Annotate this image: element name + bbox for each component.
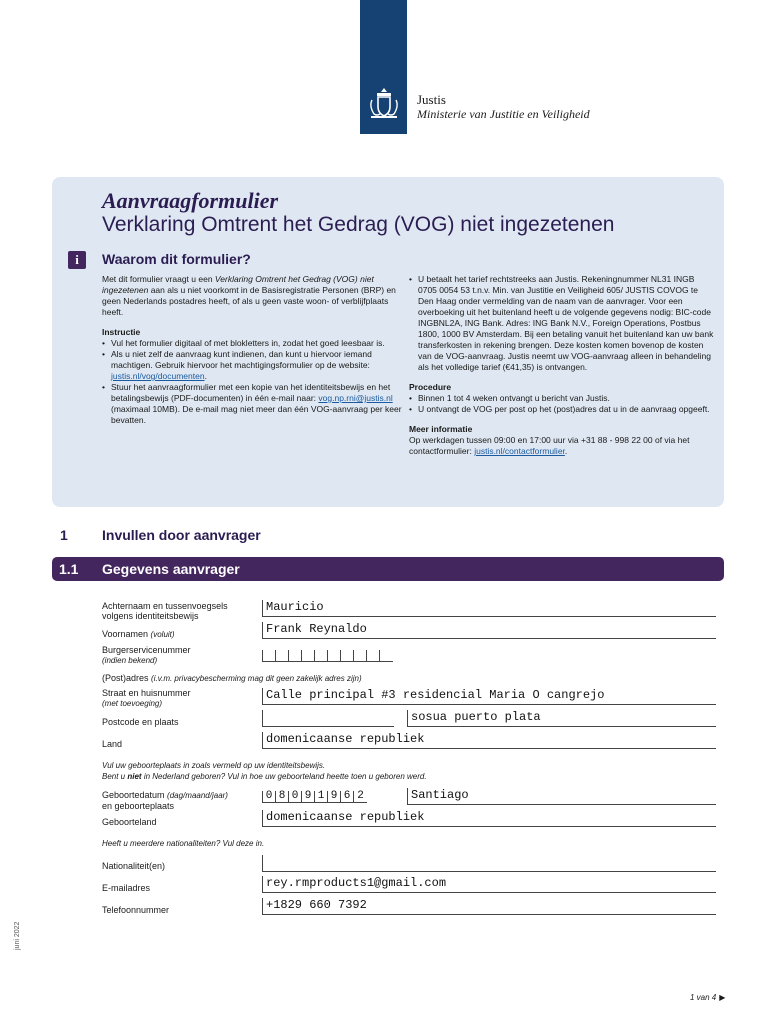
section-1-1-number: 1.1 — [59, 561, 79, 577]
logo-bar — [360, 0, 407, 134]
label-voornamen: Voornamen (voluit) — [102, 629, 175, 639]
label-geboortedatum: Geboortedatum (dag/maand/jaar) en geboorteplaats — [102, 790, 228, 811]
geboorteplaats-field[interactable]: Santiago — [407, 788, 716, 805]
section-1-1-bar — [52, 557, 724, 581]
next-page-icon[interactable]: ▶ — [719, 993, 726, 1002]
intro-left-column — [102, 274, 402, 435]
label-geboorteland: Geboorteland — [102, 817, 157, 827]
why-text: Met dit formulier vraagt u een Verklaring Omtrent het Gedrag (VOG) niet ingezetenen aan als u niet voorkomt in de Basisregistratie Personen (BRP) en geen Nederlands postadres heeft, of als u geen vaste woon- of verblijfplaats heeft. — [102, 274, 396, 317]
email-field[interactable]: rey.rmproducts1@gmail.com — [262, 876, 716, 893]
note-nationaliteit: Heeft u meerdere nationaliteiten? Vul deze in. — [102, 839, 265, 848]
instructie-heading: Instructie — [102, 327, 141, 337]
list-item: • Binnen 1 tot 4 weken ontvangt u bericht van Justis. — [409, 393, 714, 404]
birthdate-digit[interactable]: 0 — [263, 791, 276, 803]
ministry-title: Ministerie van Justitie en Veiligheid — [417, 107, 590, 121]
plaats-field[interactable]: sosua puerto plata — [407, 710, 716, 727]
org-name: Justis — [417, 92, 446, 107]
bsn-digit[interactable] — [380, 650, 393, 662]
royal-crest-icon — [368, 86, 400, 120]
bsn-digit[interactable] — [315, 650, 328, 662]
nationaliteit-field[interactable] — [262, 855, 716, 872]
list-item: • Stuur het aanvraagformulier met een kopie van het identiteitsbewijs en het betalingsbewijs (PDF-documenten) in één e-mail naar: vog.np.rni@justis.nl (maximaal 10MB). De e-mail mag niet meer dan één VOG-aanvraag per keer bevatten. — [102, 382, 402, 426]
intro-box — [52, 177, 724, 507]
birthdate-digit[interactable]: 9 — [328, 791, 341, 803]
list-item: • Als u niet zelf de aanvraag kunt indienen, dan kunt u hiervoor iemand machtigen. Gebruik hiervoor het machtigingsformulier op de website: justis.nl/vog/documenten. — [102, 349, 402, 382]
voornamen-field[interactable]: Frank Reynaldo — [262, 622, 716, 639]
birthdate-digit[interactable]: 9 — [302, 791, 315, 803]
form-subtitle: Verklaring Omtrent het Gedrag (VOG) niet ingezetenen — [102, 213, 615, 236]
bsn-digit[interactable] — [354, 650, 367, 662]
list-item: • U ontvangt de VOG per post op het (post)adres dat u in de aanvraag opgeeft. — [409, 404, 714, 415]
ministry-name — [417, 92, 590, 122]
label-bsn: Burgerservicenummer (indien bekend) — [102, 645, 191, 665]
email-link[interactable]: vog.np.rni@justis.nl — [318, 393, 393, 403]
list-item: • Vul het formulier digitaal of met blokletters in, zodat het goed leesbaar is. — [102, 338, 402, 349]
bsn-digit[interactable] — [263, 650, 276, 662]
meer-info-text: Op werkdagen tussen 09:00 en 17:00 uur via +31 88 - 998 22 00 of via het contactformulier: justis.nl/contactformulier. — [409, 435, 690, 456]
land-field[interactable]: domenicaanse republiek — [262, 732, 716, 749]
section-1-title: Invullen door aanvrager — [102, 527, 261, 543]
intro-right-column — [409, 274, 714, 466]
meer-info-heading: Meer informatie — [409, 424, 473, 434]
straat-field[interactable]: Calle principal #3 residencial Maria O cangrejo — [262, 688, 716, 705]
bsn-digit[interactable] — [276, 650, 289, 662]
info-icon: i — [68, 251, 86, 269]
note-geboorteland: Bent u niet in Nederland geboren? Vul in hoe uw geboorteland heette toen u geboren werd. — [102, 772, 427, 781]
bsn-digit[interactable] — [341, 650, 354, 662]
birthdate-digit[interactable]: 1 — [315, 791, 328, 803]
procedure-heading: Procedure — [409, 382, 452, 392]
label-nationaliteit: Nationaliteit(en) — [102, 861, 166, 871]
birthdate-digit[interactable]: 0 — [289, 791, 302, 803]
label-postadres: (Post)adres (i.v.m. privacybescherming mag dit geen zakelijk adres zijn) — [102, 673, 362, 683]
label-email: E-mailadres — [102, 883, 151, 893]
version-date: juni 2022 — [14, 921, 21, 950]
label-postcode: Postcode en plaats — [102, 717, 179, 727]
geboorteland-field[interactable]: domenicaanse republiek — [262, 810, 716, 827]
bsn-digit[interactable] — [367, 650, 380, 662]
birthdate-digit[interactable]: 8 — [276, 791, 289, 803]
birthdate-digit[interactable]: 2 — [357, 790, 364, 802]
label-straat: Straat en huisnummer (met toevoeging) — [102, 688, 191, 708]
documenten-link[interactable]: justis.nl/vog/documenten — [111, 371, 205, 381]
procedure-list — [409, 393, 714, 415]
why-heading: Waarom dit formulier? — [102, 251, 251, 267]
label-telefoon: Telefoonnummer — [102, 905, 170, 915]
instructie-list — [102, 338, 402, 426]
section-1-number: 1 — [60, 527, 68, 543]
achternaam-field[interactable]: Mauricio — [262, 600, 716, 617]
geboortedatum-field[interactable] — [262, 791, 367, 803]
bsn-field[interactable] — [262, 650, 393, 662]
form-title: Aanvraagformulier — [102, 188, 279, 213]
label-land: Land — [102, 739, 123, 749]
bsn-digit[interactable] — [289, 650, 302, 662]
telefoon-field[interactable]: +1829 660 7392 — [262, 898, 716, 915]
birthdate-digit[interactable]: 6 — [341, 791, 354, 803]
page-indicator: 1 van 4 ▶ — [690, 993, 726, 1002]
note-geboorteplaats: Vul uw geboorteplaats in zoals vermeld op uw identiteitsbewijs. — [102, 761, 326, 770]
bsn-digit[interactable] — [328, 650, 341, 662]
section-1-1-title: Gegevens aanvrager — [102, 561, 240, 577]
postcode-field[interactable] — [262, 710, 394, 727]
payment-list — [409, 274, 714, 373]
label-achternaam: Achternaam en tussenvoegsels volgens identiteitsbewijs — [102, 601, 228, 621]
bsn-digit[interactable] — [302, 650, 315, 662]
payment-text: • U betaalt het tarief rechtstreeks aan Justis. Rekeningnummer NL31 INGB 0705 0054 53 t.n.v. Min. van Justitie en Veiligheid 605/ JUSTIS COVOG te Den Haag onder vermelding van de naam van de aanvrager. Voor een overboeking uit het buitenland heeft u de volgende gegevens nodig: BIC-code INGBNL2A, ING Bank. Adres: ING Bank N.V., Foreign Operations, Postbus 1800, 1000 BV Amsterdam. Bij een betaling vanuit het buitenland kan uw bank transferkosten in rekening brengen. Deze kosten komen bovenop de kosten van de VOG-aanvraag. Justis neemt uw VOG-aanvraag alleen in behandeling als het volledige tarief (€41,35) is ontvangen. — [409, 274, 714, 373]
contactformulier-link[interactable]: justis.nl/contactformulier — [474, 446, 565, 456]
